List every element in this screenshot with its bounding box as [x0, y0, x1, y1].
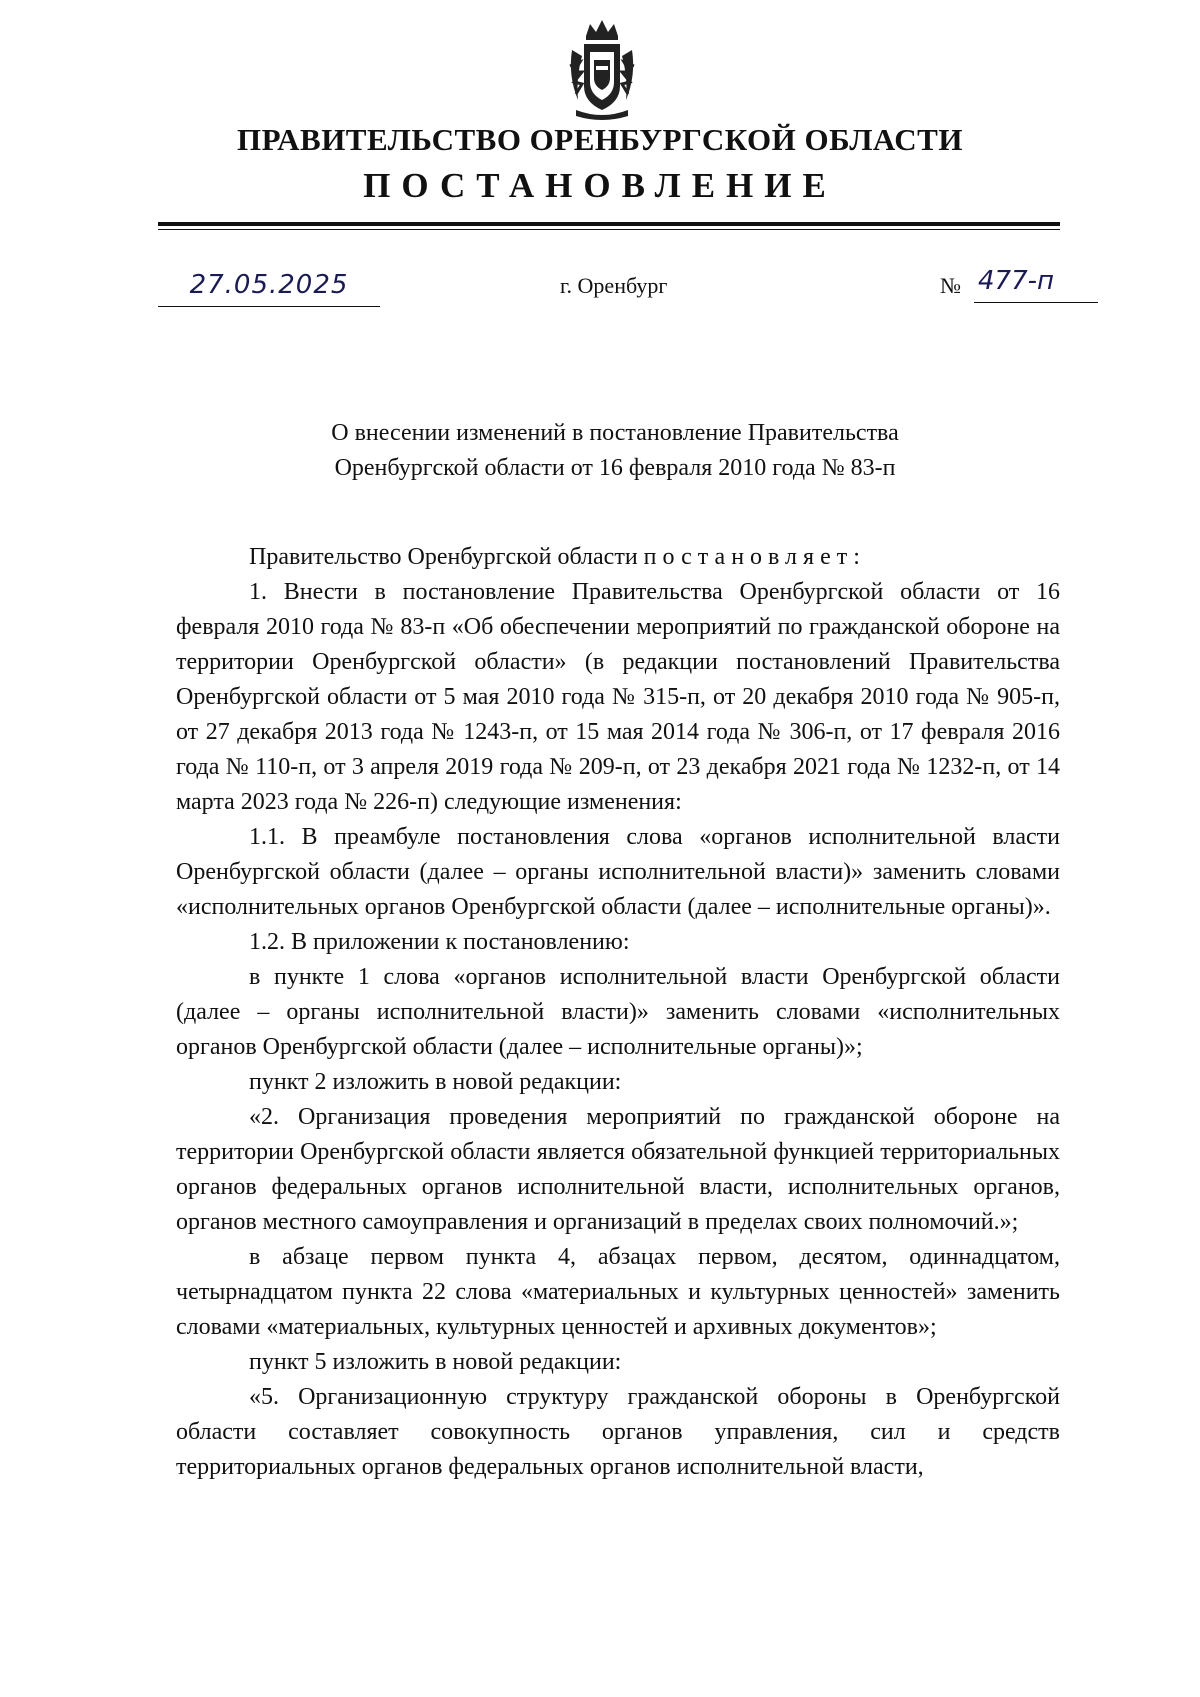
body-paragraph: «2. Организация проведения мероприятий по гражданской обороне на территории Оренбургской области является обязательной функцией территориальных органов федеральных органов исполнительной власти, исполнительных органов, органов местного самоуправления и организаций в пределах своих полномочий.»; — [176, 1104, 1060, 1235]
subject-line: О внесении изменений в постановление Правительства — [331, 420, 899, 446]
header-divider-thin — [158, 229, 1060, 230]
body-paragraph: в абзаце первом пункта 4, абзацах первом, десятом, одиннадцатом, четырнадцатом пункта 22 слова «материальных и культурных ценностей» заменить словами «материальных, культурных ценностей и архивных документов»; — [176, 1244, 1060, 1340]
body-paragraph: 1.2. В приложении к постановлению: — [249, 929, 630, 955]
body-paragraph: пункт 2 изложить в новой редакции: — [249, 1069, 622, 1095]
organization-title: ПРАВИТЕЛЬСТВО ОРЕНБУРГСКОЙ ОБЛАСТИ — [237, 122, 963, 157]
intro-resolves-text: постановляет: — [643, 544, 866, 570]
document-number: 477-п — [974, 262, 1098, 303]
document-subject — [170, 416, 1060, 486]
body-paragraph: 1.1. В преамбуле постановления слова «органов исполнительной власти Оренбургской области (далее – органы исполнительной власти)» заменить словами «исполнительных органов Оренбургской области (далее – исполнительные органы)». — [176, 824, 1060, 920]
intro-text: Правительство Оренбургской области — [249, 544, 644, 570]
document-number-label: № — [940, 273, 961, 298]
body-paragraph: пункт 5 изложить в новой редакции: — [249, 1349, 622, 1375]
document-date: 27.05.2025 — [158, 264, 380, 307]
header-divider-thick — [158, 222, 1060, 226]
document-city: г. Оренбург — [560, 273, 668, 298]
subject-line: Оренбургской области от 16 февраля 2010 года № 83-п — [334, 455, 896, 481]
document-body — [176, 540, 1060, 1485]
body-paragraph: 1. Внести в постановление Правительства Оренбургской области от 16 февраля 2010 года № 83-п «Об обеспечении мероприятий по гражданской обороне на территории Оренбургской области» (в редакции постановлений Правительства Оренбургской области от 5 мая 2010 года № 315-п, от 20 декабря 2010 года № 905-п, от 27 декабря 2013 года № 1243-п, от 15 мая 2014 года № 306-п, от 17 февраля 2016 года № 110-п, от 3 апреля 2019 года № 209-п, от 23 декабря 2021 года № 1232-п, от 14 марта 2023 года № 226-п) следующие изменения: — [176, 579, 1060, 815]
document-type-title: ПОСТАНОВЛЕНИЕ — [363, 166, 837, 205]
body-paragraph: «5. Организационную структуру гражданской обороны в Оренбургской области составляет совокупность органов управления, сил и средств территориальных органов федеральных органов исполнительной власти, — [176, 1384, 1060, 1480]
coat-of-arms-icon — [566, 16, 638, 124]
body-paragraph-intro — [176, 540, 1060, 575]
body-paragraph: в пункте 1 слова «органов исполнительной власти Оренбургской области (далее – органы исполнительной власти)» заменить словами «исполнительных органов Оренбургской области (далее – исполнительные органы)»; — [176, 964, 1060, 1060]
